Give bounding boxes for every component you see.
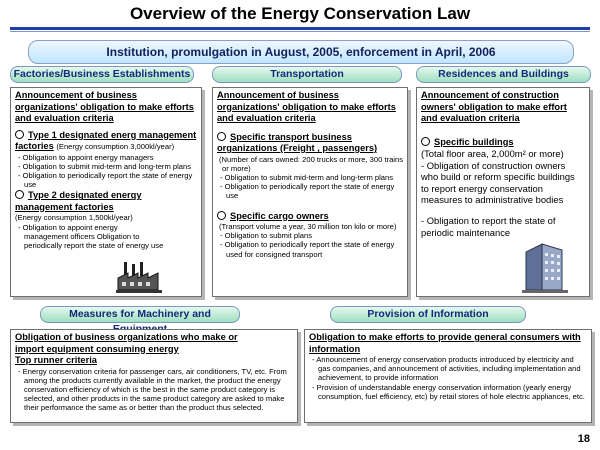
list-item: - Announcement of energy conservation products introduced by electricity and gas companies, and announcement of activities, including implementation and achievement, to provide information <box>312 355 581 383</box>
header-residences: Residences and Buildings <box>416 66 591 83</box>
list-item: - Obligation to periodically report the state of energy use <box>18 170 193 190</box>
type2-consumption: (Energy consumption 1,500kl/year) <box>15 213 133 223</box>
list-item: - Obligation to submit plans <box>220 231 313 241</box>
cargo-note: (Transport volume a year, 30 million ton kilo or more) <box>219 222 397 232</box>
circle-bullet-icon <box>15 190 24 199</box>
circle-bullet-icon <box>217 211 226 220</box>
circle-bullet-icon <box>217 132 226 141</box>
title-rule <box>10 27 590 30</box>
machinery-panel <box>10 329 298 423</box>
transport-heading: Specific transport business organizations (Freight , passengers) <box>217 131 378 153</box>
list-item: - Obligation to submit mid-term and long-term plans <box>220 172 394 182</box>
top-runner-criteria: Top runner criteria <box>15 355 97 365</box>
buildings-heading: Specific buildings <box>421 137 585 149</box>
list-item: - Obligation to appoint energy management officers Obligation to periodically report the state of energy use <box>18 222 164 250</box>
factories-announcement: Announcement of business organizations' obligation to make efforts and evaluation criteria <box>15 90 194 123</box>
transportation-panel <box>212 87 408 297</box>
construction-obligation: - Obligation of construction owners who build or reform specific buildings to report energy conservation measures to administrative bodies <box>421 159 575 206</box>
transport-note: (Number of cars owned: 200 trucks or more, 300 trains or more) <box>219 154 404 173</box>
floor-area: (Total floor area, 2,000m² or more) <box>421 148 564 159</box>
header-information: Provision of Information <box>330 306 526 323</box>
page-title: Overview of the Energy Conservation Law <box>129 4 471 23</box>
factory-icon <box>116 260 164 294</box>
information-obligation: Obligation to make efforts to provide general consumers with information <box>309 332 581 354</box>
circle-bullet-icon <box>421 137 430 146</box>
transportation-announcement: Announcement of business organizations' obligation to make efforts and evaluation criteria <box>217 90 396 123</box>
factories-panel <box>10 87 202 297</box>
maintenance-obligation: - Obligation to report the state of periodic maintenance <box>421 214 556 238</box>
law-banner: Institution, promulgation in August, 2005, enforcement in April, 2006 <box>28 40 574 64</box>
type1-heading: Type 1 designated energ management factories (Energy consumption 3,000kl/year) <box>15 129 197 151</box>
circle-bullet-icon <box>15 130 24 139</box>
list-item: - Obligation to periodically report the state of energy used for consigned transport <box>220 240 395 259</box>
residences-announcement: Announcement of construction owners' obligation to make effort and evaluation criteria <box>421 90 567 123</box>
list-item: - Provision of understandable energy conservation information (yearly energy consumption, fuel efficiency, etc) by retail stores of hole electric appliances, etc. <box>312 382 585 401</box>
header-machinery: Measures for Machinery and <box>40 306 240 323</box>
machinery-description: - Energy conservation criteria for passenger cars, air conditioners, TV, etc. From among the products currently available in the market, the product the energy conservation efficiency of which is the best in the same product category is selected, and other products in the same product category are asked to make their performance the same as or better than the product thus selected. <box>18 366 287 413</box>
list-item: - Obligation to appoint energy managers <box>18 152 154 162</box>
information-panel <box>304 329 592 423</box>
page-number: 18 <box>577 433 590 445</box>
type2-heading: Type 2 designated energy management factories <box>15 190 142 212</box>
machinery-obligation: Obligation of business organizations who make or import equipment consuming energy <box>15 332 238 354</box>
type1-consumption: (Energy consumption 3,000kl/year) <box>56 142 175 151</box>
list-item: - Obligation to periodically report the state of energy use <box>220 182 395 201</box>
title-rule-thin <box>10 31 590 32</box>
header-transportation: Transportation <box>212 66 402 83</box>
building-icon <box>522 238 568 294</box>
header-factories: Factories/Business Establishments <box>10 66 194 83</box>
list-item: - Obligation to submit mid-term and long-term plans <box>18 161 192 171</box>
cargo-heading: Specific cargo owners <box>217 211 403 223</box>
